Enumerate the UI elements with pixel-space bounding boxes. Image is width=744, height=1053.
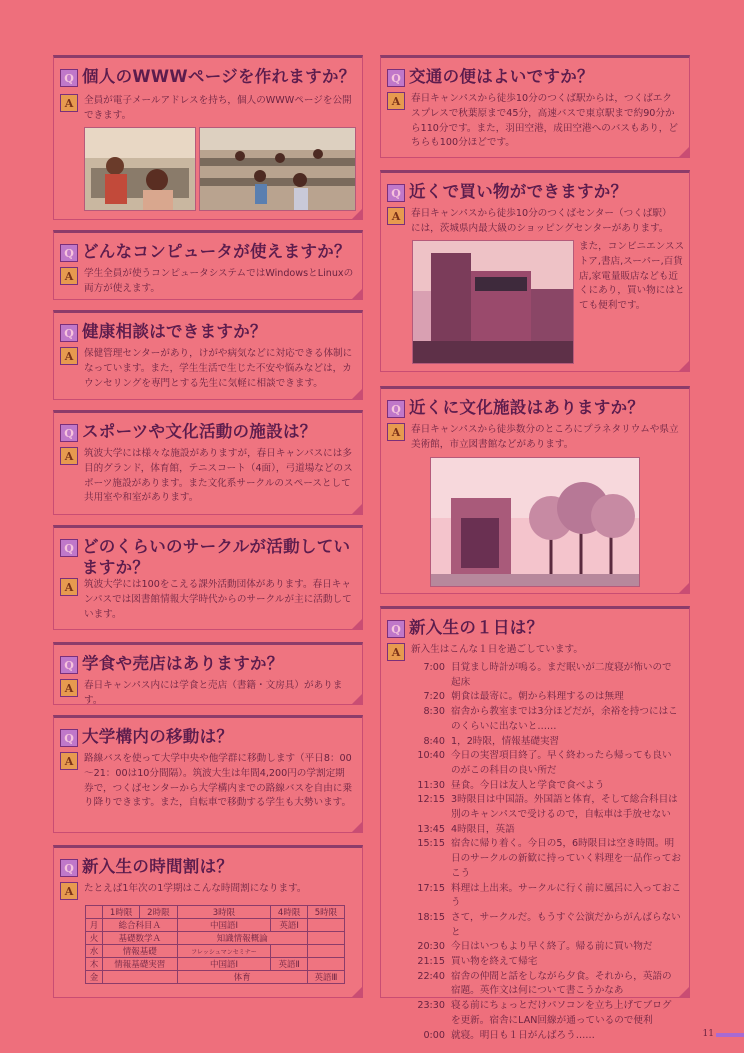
schedule-desc: 3時限目は中国語。外国語と体育，そして総合科目は別のキャンパスで受けるので，自転車は手放せない bbox=[451, 794, 678, 821]
qa-card-www bbox=[53, 55, 363, 220]
answer-icon: A bbox=[387, 207, 405, 225]
schedule-row bbox=[411, 1029, 681, 1044]
question-icon: Q bbox=[387, 400, 405, 418]
timetable-cell bbox=[307, 945, 344, 958]
answer-text: 春日キャンパスから徒歩10分のつくば駅からは，つくばエクスプレスで秋葉原まで45分，高速バスで東京駅まで約90分から110分です。また，羽田空港，成田空港へのバスもあり，どちらも100分ほどです。 bbox=[411, 93, 678, 149]
schedule-time: 7:20 bbox=[423, 691, 445, 703]
question-icon: Q bbox=[60, 656, 78, 674]
question-icon: Q bbox=[387, 69, 405, 87]
timetable-header: 1時限 bbox=[103, 906, 140, 919]
question-icon: Q bbox=[60, 244, 78, 262]
answer-icon: A bbox=[60, 447, 78, 465]
answer-icon: A bbox=[60, 347, 78, 365]
timetable-cell: 英語Ⅲ bbox=[307, 971, 344, 984]
schedule-row bbox=[411, 911, 681, 940]
schedule-desc: 宿舎に帰り着く。今日の5，6時限目は空き時間。明日のサークルの新歓に持っていく料理を一品作っておこう bbox=[451, 838, 681, 879]
timetable-cell: 知識情報概論 bbox=[177, 932, 307, 945]
schedule-row bbox=[411, 955, 681, 970]
answer-text: 春日キャンパスから徒歩数分のところにプラネタリウムや県立美術館，市立図書館などがあります。 bbox=[411, 424, 679, 450]
answer-text: 新入生はこんな１日を過ごしています。 bbox=[411, 644, 583, 655]
schedule-time: 0:00 bbox=[423, 1029, 445, 1041]
schedule-row bbox=[411, 999, 681, 1028]
schedule-row bbox=[411, 970, 681, 999]
schedule-time: 10:40 bbox=[417, 750, 445, 762]
question-icon: Q bbox=[387, 184, 405, 202]
qa-card-facilities bbox=[53, 410, 363, 515]
question-icon: Q bbox=[60, 69, 78, 87]
question-title: 新入生の時間割は？ bbox=[82, 857, 234, 876]
schedule-row bbox=[411, 882, 681, 911]
question-title: 近くで買い物ができますか？ bbox=[409, 182, 628, 201]
qa-card-circles bbox=[53, 525, 363, 630]
timetable-header: 2時限 bbox=[140, 906, 177, 919]
shopping-center-photo bbox=[412, 240, 574, 364]
timetable bbox=[85, 905, 345, 984]
timetable-header: 5時限 bbox=[307, 906, 344, 919]
timetable-cell: 英語Ⅱ bbox=[271, 958, 307, 971]
schedule-desc: 昼食。今日は友人と学食で食べよう bbox=[451, 779, 605, 791]
schedule-row bbox=[411, 735, 681, 750]
qa-card-access bbox=[380, 55, 690, 158]
qa-card-shopping bbox=[380, 170, 690, 372]
answer-text: 路線バスを使って大学中央や他学群に移動します（平日8：00～21：00は10分間隔）。筑波大生は年間4,200円の学割定期券で，つくばセンターから大学構内までの路線バスを自由に乗り降りできます。また，自転車で移動する学生も大勢います。 bbox=[84, 753, 353, 809]
schedule-time: 8:40 bbox=[423, 735, 445, 747]
timetable-day: 金 bbox=[86, 971, 103, 984]
culture-facility-photo bbox=[430, 457, 640, 587]
schedule-row bbox=[411, 705, 681, 734]
timetable-header: 3時限 bbox=[177, 906, 271, 919]
answer-icon: A bbox=[60, 882, 78, 900]
schedule-row bbox=[411, 940, 681, 955]
question-title: どんなコンピュータが使えますか？ bbox=[82, 242, 351, 261]
question-title: 近くに文化施設はありますか？ bbox=[409, 398, 645, 417]
schedule-desc: 料理は上出来。サークルに行く前に風呂に入っておこう bbox=[451, 882, 681, 909]
answer-icon: A bbox=[60, 94, 78, 112]
page-bar bbox=[716, 1033, 744, 1037]
schedule-time: 17:15 bbox=[417, 882, 445, 894]
timetable-cell bbox=[103, 971, 178, 984]
schedule-desc: 宿舎から教室までは3分ほどだが，余裕を持つにはこのくらいに出ないと…… bbox=[451, 706, 678, 732]
timetable-cell bbox=[271, 945, 307, 958]
answer-icon: A bbox=[60, 752, 78, 770]
answer-text: 保健管理センターがあり，けがや病気などに対応できる体制になっています。また，学生生活で生じた不安や悩みなどは，カウンセリングを専門とする先生に気軽に相談できます。 bbox=[84, 348, 353, 389]
schedule-time: 18:15 bbox=[417, 911, 445, 923]
timetable-header bbox=[86, 906, 103, 919]
answer-text: 春日キャンパス内には学食と売店（書籍・文房具）があります。 bbox=[84, 680, 343, 706]
answer-text: 学生全員が使うコンピュータシステムではWindowsとLinuxの両方が使えます。 bbox=[84, 268, 354, 294]
timetable-cell: 体育 bbox=[177, 971, 307, 984]
schedule-desc: 宿舎の仲間と話をしながら夕食。それから，英語の宿題。英作文は何について書こうかなあ bbox=[451, 970, 672, 997]
question-icon: Q bbox=[60, 424, 78, 442]
schedule-desc: 目覚まし時計が鳴る。まだ眠いが二度寝が怖いので起床 bbox=[451, 662, 672, 688]
question-title: スポーツや文化活動の施設は？ bbox=[82, 422, 317, 441]
question-icon: Q bbox=[60, 859, 78, 877]
question-icon: Q bbox=[387, 620, 405, 638]
answer-icon: A bbox=[60, 578, 78, 596]
timetable-cell bbox=[307, 932, 344, 945]
answer-text: 筑波大学には100をこえる課外活動団体があります。春日キャンパスでは図書館情報大学時代からのサークルが主に活動しています。 bbox=[84, 579, 352, 620]
question-title: どのくらいのサークルが活動していますか？ bbox=[82, 537, 351, 577]
timetable-cell: 中国語Ⅰ bbox=[177, 919, 271, 932]
schedule-desc: 1，2時限，情報基礎実習 bbox=[451, 735, 560, 747]
timetable-cell bbox=[307, 958, 344, 971]
schedule-time: 22:40 bbox=[417, 970, 445, 982]
schedule-row bbox=[411, 793, 681, 822]
answer-text: たとえば1年次の1学期はこんな時間割になります。 bbox=[84, 883, 307, 894]
schedule-time: 21:15 bbox=[417, 956, 445, 968]
answer-icon: A bbox=[387, 423, 405, 441]
schedule-time: 23:30 bbox=[417, 1000, 445, 1012]
timetable-cell: 中国語Ⅰ bbox=[177, 958, 271, 971]
qa-card-computer bbox=[53, 230, 363, 300]
schedule-time: 15:15 bbox=[417, 838, 445, 850]
schedule-time: 11:30 bbox=[417, 779, 445, 791]
timetable-cell bbox=[307, 919, 344, 932]
timetable-day: 木 bbox=[86, 958, 103, 971]
schedule-row bbox=[411, 779, 681, 794]
answer-icon: A bbox=[60, 267, 78, 285]
schedule-desc: 朝食は最寄に。朝から料理するのは無理 bbox=[451, 691, 624, 703]
schedule-time: 20:30 bbox=[417, 941, 445, 953]
question-title: 新入生の１日は？ bbox=[409, 618, 544, 637]
schedule-time: 12:15 bbox=[417, 794, 445, 806]
question-title: 個人のWWWページを作れますか？ bbox=[82, 67, 356, 86]
qa-card-culture bbox=[380, 386, 690, 594]
timetable-cell: フレッシュマンセミナー bbox=[177, 945, 271, 958]
schedule-row bbox=[411, 690, 681, 705]
schedule-row bbox=[411, 749, 681, 778]
timetable-cell: 情報基礎 bbox=[103, 945, 178, 958]
timetable-day: 水 bbox=[86, 945, 103, 958]
schedule-desc: 4時限目，英語 bbox=[451, 823, 515, 835]
answer-text-continued: また，コンビニエンスストア,書店,スーパー,百貨店,家電量販店なども近くにあり，買い物にはとても便利です。 bbox=[579, 241, 685, 312]
qa-card-health bbox=[53, 310, 363, 400]
timetable-cell: 情報基礎実習 bbox=[103, 958, 178, 971]
schedule-row bbox=[411, 661, 681, 690]
schedule-time: 7:00 bbox=[423, 662, 445, 673]
qa-card-timetable bbox=[53, 845, 363, 998]
question-title: 大学構内の移動は？ bbox=[82, 727, 234, 746]
question-title: 交通の便はよいですか？ bbox=[409, 67, 594, 86]
daily-schedule bbox=[411, 661, 681, 1043]
answer-text: 春日キャンパスから徒歩10分のつくばセンター（つくば駅）には，茨城県内最大級のショッピングセンターがあります。 bbox=[411, 208, 672, 234]
schedule-desc: 買い物を終えて帰宅 bbox=[451, 956, 538, 968]
computer-room-photo-1 bbox=[84, 127, 196, 211]
schedule-time: 13:45 bbox=[417, 823, 445, 835]
question-title: 学食や売店はありますか？ bbox=[82, 654, 284, 673]
answer-text: 全員が電子メールアドレスを持ち，個人のWWWページを公開できます。 bbox=[84, 95, 352, 121]
answer-text: 筑波大学には様々な施設がありますが，春日キャンパスには多目的グランド，体育館，テニスコート（4面），弓道場などのスポーツ施設があります。また文化系サークルのスペースとして共用室や和室があります。 bbox=[84, 448, 353, 504]
schedule-desc: さて，サークルだ。もうすぐ公演だからがんばらないと bbox=[451, 911, 681, 938]
schedule-time: 8:30 bbox=[423, 706, 445, 718]
question-icon: Q bbox=[60, 324, 78, 342]
computer-room-photo-2 bbox=[199, 127, 356, 211]
schedule-row bbox=[411, 837, 681, 881]
qa-card-transport-campus bbox=[53, 715, 363, 833]
schedule-row bbox=[411, 823, 681, 838]
schedule-desc: 今日の実習項目終了。早く終わったら帰っても良いのがこの科目の良い所だ bbox=[451, 750, 672, 776]
timetable-day: 火 bbox=[86, 932, 103, 945]
timetable-cell: 基礎数学Ａ bbox=[103, 932, 178, 945]
question-title: 健康相談はできますか？ bbox=[82, 322, 267, 341]
qa-card-day bbox=[380, 606, 690, 1041]
page-number: 11 bbox=[702, 1029, 714, 1039]
answer-icon: A bbox=[60, 679, 78, 697]
timetable-header: 4時限 bbox=[271, 906, 307, 919]
question-icon: Q bbox=[60, 539, 78, 557]
schedule-desc: 寝る前にちょっとだけパソコンを立ち上げてブログを更新。宿舎にLAN回線が通っているので便利 bbox=[451, 1000, 672, 1026]
timetable-cell: 英語Ⅰ bbox=[271, 919, 307, 932]
timetable-day: 月 bbox=[86, 919, 103, 932]
schedule-desc: 就寝。明日も１日がんばろう…… bbox=[451, 1029, 595, 1041]
timetable-cell: 総合科目Ａ bbox=[103, 919, 178, 932]
question-icon: Q bbox=[60, 729, 78, 747]
qa-card-cafeteria bbox=[53, 642, 363, 705]
schedule-desc: 今日はいつもより早く終了。帰る前に買い物だ bbox=[451, 941, 653, 953]
answer-icon: A bbox=[387, 643, 405, 661]
answer-icon: A bbox=[387, 92, 405, 110]
